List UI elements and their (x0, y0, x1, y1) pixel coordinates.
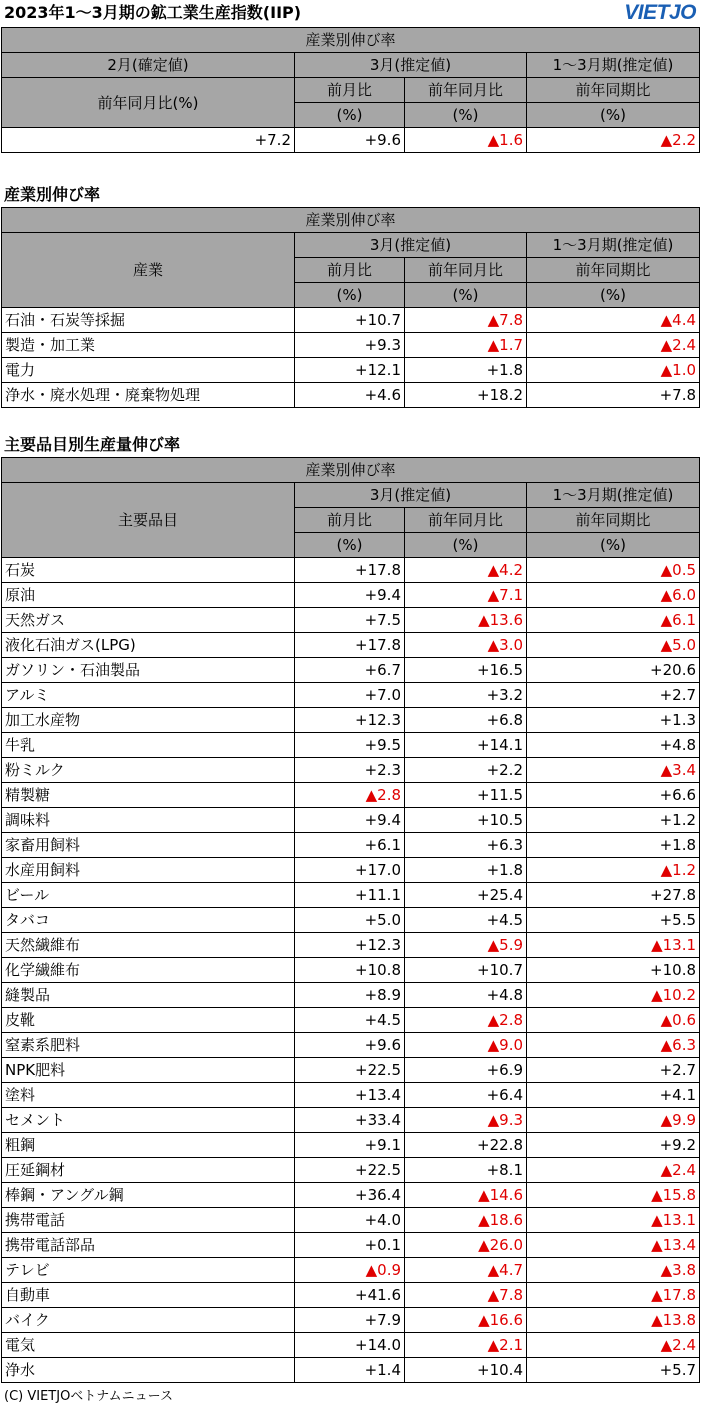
value-cell: +4.5 (295, 1008, 405, 1033)
header-pct: (%) (295, 533, 405, 558)
value-cell: ▲26.0 (405, 1233, 527, 1258)
value-cell: ▲0.6 (527, 1008, 700, 1033)
row-label: 自動車 (2, 1283, 295, 1308)
header-qyoy: 前年同期比 (527, 508, 700, 533)
value-cell: ▲2.8 (295, 783, 405, 808)
value-cell: ▲18.6 (405, 1208, 527, 1233)
row-label: 石油・石炭等採掘 (2, 308, 295, 333)
row-label: 携帯電話 (2, 1208, 295, 1233)
value-cell: +17.0 (295, 858, 405, 883)
value-cell: +17.8 (295, 633, 405, 658)
value-cell: +9.4 (295, 808, 405, 833)
value-cell: +1.8 (405, 358, 527, 383)
value-cell: +6.4 (405, 1083, 527, 1108)
value-cell: ▲13.6 (405, 608, 527, 633)
table-row (2, 1233, 700, 1258)
value-cell: +4.5 (405, 908, 527, 933)
table-row (2, 1033, 700, 1058)
value-cell: +2.3 (295, 758, 405, 783)
table-row (2, 833, 700, 858)
row-label: 棒鋼・アングル鋼 (2, 1183, 295, 1208)
table-row (2, 633, 700, 658)
industry-table (1, 207, 700, 408)
value-cell: ▲2.2 (527, 128, 700, 153)
table3-banner: 産業別伸び率 (2, 458, 700, 483)
copyright-footer: (C) VIETJOベトナムニュース (4, 1389, 174, 1404)
value-cell: ▲13.1 (527, 933, 700, 958)
value-cell: +10.5 (405, 808, 527, 833)
row-label: 天然繊維布 (2, 933, 295, 958)
header-mom: 前月比 (295, 78, 405, 103)
value-cell: +17.8 (295, 558, 405, 583)
value-cell: ▲3.0 (405, 633, 527, 658)
value-cell: +6.8 (405, 708, 527, 733)
value-cell: ▲0.5 (527, 558, 700, 583)
value-cell: ▲1.6 (405, 128, 527, 153)
value-cell: ▲13.4 (527, 1233, 700, 1258)
row-label: 電気 (2, 1333, 295, 1358)
value-cell: +7.9 (295, 1308, 405, 1333)
table-row (2, 1183, 700, 1208)
row-label: 圧延鋼材 (2, 1158, 295, 1183)
row-label: アルミ (2, 683, 295, 708)
value-cell: +13.4 (295, 1083, 405, 1108)
value-cell: ▲14.6 (405, 1183, 527, 1208)
header-mar: 3月(推定値) (295, 233, 527, 258)
row-label: 携帯電話部品 (2, 1233, 295, 1258)
value-cell: ▲7.8 (405, 308, 527, 333)
value-cell: ▲17.8 (527, 1283, 700, 1308)
section-title-items: 主要品目別生産量伸び率 (4, 435, 181, 454)
value-cell: +7.8 (527, 383, 700, 408)
value-cell: +6.6 (527, 783, 700, 808)
row-label: 浄水 (2, 1358, 295, 1383)
value-cell: ▲7.8 (405, 1283, 527, 1308)
value-cell: ▲4.4 (527, 308, 700, 333)
value-cell: +3.2 (405, 683, 527, 708)
row-label: テレビ (2, 1258, 295, 1283)
value-cell: +6.7 (295, 658, 405, 683)
row-label: 原油 (2, 583, 295, 608)
table-row (2, 783, 700, 808)
table-row (2, 1283, 700, 1308)
value-cell: +2.2 (405, 758, 527, 783)
value-cell: ▲3.8 (527, 1258, 700, 1283)
table-row (2, 1333, 700, 1358)
value-cell: +41.6 (295, 1283, 405, 1308)
value-cell: ▲2.4 (527, 333, 700, 358)
vietjo-logo: VIETJO (624, 1, 696, 24)
value-cell: ▲2.4 (527, 1333, 700, 1358)
row-label: 塗料 (2, 1083, 295, 1108)
value-cell: +9.6 (295, 128, 405, 153)
table-row (2, 308, 700, 333)
table-row (2, 708, 700, 733)
value-cell: +9.1 (295, 1133, 405, 1158)
value-cell: ▲2.8 (405, 1008, 527, 1033)
table-row (2, 683, 700, 708)
value-cell: +0.1 (295, 1233, 405, 1258)
header-item: 主要品目 (2, 483, 295, 558)
value-cell: ▲9.9 (527, 1108, 700, 1133)
value-cell: +18.2 (405, 383, 527, 408)
table-row (2, 608, 700, 633)
table-row (2, 1058, 700, 1083)
value-cell: ▲3.4 (527, 758, 700, 783)
row-label: タバコ (2, 908, 295, 933)
header-mom: 前月比 (295, 508, 405, 533)
header-pct: (%) (295, 103, 405, 128)
value-cell: +14.1 (405, 733, 527, 758)
header-mom: 前月比 (295, 258, 405, 283)
value-cell: ▲9.0 (405, 1033, 527, 1058)
value-cell: +25.4 (405, 883, 527, 908)
row-label: 液化石油ガス(LPG) (2, 633, 295, 658)
value-cell: ▲5.0 (527, 633, 700, 658)
header-pct: (%) (527, 533, 700, 558)
value-cell: +1.3 (527, 708, 700, 733)
value-cell: +1.8 (527, 833, 700, 858)
value-cell: ▲1.0 (527, 358, 700, 383)
header-mar: 3月(推定値) (295, 53, 527, 78)
row-label: 化学繊維布 (2, 958, 295, 983)
value-cell: +9.5 (295, 733, 405, 758)
value-cell: ▲10.2 (527, 983, 700, 1008)
table-row (2, 383, 700, 408)
header-feb-yoy: 前年同月比(%) (2, 78, 295, 128)
value-cell: +8.1 (405, 1158, 527, 1183)
value-cell: +1.4 (295, 1358, 405, 1383)
value-cell: +33.4 (295, 1108, 405, 1133)
table-row (2, 883, 700, 908)
row-label: 加工水産物 (2, 708, 295, 733)
value-cell: ▲9.3 (405, 1108, 527, 1133)
header-mar: 3月(推定値) (295, 483, 527, 508)
header-q1: 1〜3月期(推定値) (527, 53, 700, 78)
value-cell: +22.8 (405, 1133, 527, 1158)
value-cell: +1.8 (405, 858, 527, 883)
row-label: 調味料 (2, 808, 295, 833)
value-cell: +1.2 (527, 808, 700, 833)
value-cell: +12.1 (295, 358, 405, 383)
row-label: 皮靴 (2, 1008, 295, 1033)
header-pct: (%) (527, 103, 700, 128)
value-cell: +20.6 (527, 658, 700, 683)
table-row (2, 908, 700, 933)
table2-banner: 産業別伸び率 (2, 208, 700, 233)
value-cell: +9.6 (295, 1033, 405, 1058)
value-cell: +12.3 (295, 933, 405, 958)
row-label: 粉ミルク (2, 758, 295, 783)
value-cell: ▲2.4 (527, 1158, 700, 1183)
row-label: セメント (2, 1108, 295, 1133)
value-cell: ▲13.1 (527, 1208, 700, 1233)
row-label: 浄水・廃水処理・廃棄物処理 (2, 383, 295, 408)
value-cell: +7.0 (295, 683, 405, 708)
row-label: NPK肥料 (2, 1058, 295, 1083)
header-feb: 2月(確定値) (2, 53, 295, 78)
row-label: 牛乳 (2, 733, 295, 758)
header-qyoy: 前年同期比 (527, 258, 700, 283)
value-cell: +4.6 (295, 383, 405, 408)
table-row (2, 1308, 700, 1333)
table-row (2, 1083, 700, 1108)
value-cell: +22.5 (295, 1058, 405, 1083)
row-label: 縫製品 (2, 983, 295, 1008)
table-row (2, 333, 700, 358)
value-cell: +7.5 (295, 608, 405, 633)
value-cell: +9.2 (527, 1133, 700, 1158)
value-cell: +36.4 (295, 1183, 405, 1208)
table-row (2, 733, 700, 758)
value-cell: +14.0 (295, 1333, 405, 1358)
value-cell: ▲15.8 (527, 1183, 700, 1208)
value-cell: ▲6.0 (527, 583, 700, 608)
value-cell: ▲6.1 (527, 608, 700, 633)
table-row (2, 1358, 700, 1383)
value-cell: +10.7 (405, 958, 527, 983)
value-cell: +4.8 (405, 983, 527, 1008)
header-qyoy: 前年同期比 (527, 78, 700, 103)
value-cell: ▲0.9 (295, 1258, 405, 1283)
value-cell: ▲1.2 (527, 858, 700, 883)
value-cell: +6.3 (405, 833, 527, 858)
value-cell: +4.8 (527, 733, 700, 758)
value-cell: +10.7 (295, 308, 405, 333)
table-row (2, 1133, 700, 1158)
header-q1: 1〜3月期(推定値) (527, 233, 700, 258)
value-cell: +10.4 (405, 1358, 527, 1383)
row-label: 天然ガス (2, 608, 295, 633)
table-row (2, 1108, 700, 1133)
row-label: 精製糖 (2, 783, 295, 808)
row-label: ビール (2, 883, 295, 908)
table1-banner: 産業別伸び率 (2, 28, 700, 53)
table-row (2, 858, 700, 883)
table-row (2, 1158, 700, 1183)
items-table (1, 457, 700, 1383)
table-row (2, 958, 700, 983)
row-label: 粗鋼 (2, 1133, 295, 1158)
header-pct: (%) (405, 283, 527, 308)
value-cell: ▲4.2 (405, 558, 527, 583)
header-pct: (%) (527, 283, 700, 308)
summary-table (1, 27, 700, 153)
header-yoy: 前年同月比 (405, 508, 527, 533)
row-label: バイク (2, 1308, 295, 1333)
value-cell: ▲1.7 (405, 333, 527, 358)
value-cell: ▲6.3 (527, 1033, 700, 1058)
table-row (2, 1008, 700, 1033)
table-row (2, 933, 700, 958)
value-cell: ▲4.7 (405, 1258, 527, 1283)
value-cell: +22.5 (295, 1158, 405, 1183)
table-row (2, 128, 700, 153)
header-item: 産業 (2, 233, 295, 308)
table-row (2, 558, 700, 583)
value-cell: +7.2 (2, 128, 295, 153)
value-cell: ▲16.6 (405, 1308, 527, 1333)
value-cell: +5.7 (527, 1358, 700, 1383)
table-row (2, 358, 700, 383)
row-label: 製造・加工業 (2, 333, 295, 358)
value-cell: +5.0 (295, 908, 405, 933)
value-cell: +10.8 (527, 958, 700, 983)
value-cell: +27.8 (527, 883, 700, 908)
section-title-industry: 産業別伸び率 (4, 185, 101, 204)
table-row (2, 1258, 700, 1283)
value-cell: +10.8 (295, 958, 405, 983)
header-q1: 1〜3月期(推定値) (527, 483, 700, 508)
row-label: 窒素系肥料 (2, 1033, 295, 1058)
table-row (2, 658, 700, 683)
row-label: 電力 (2, 358, 295, 383)
table-row (2, 808, 700, 833)
table-row (2, 1208, 700, 1233)
header-yoy: 前年同月比 (405, 78, 527, 103)
value-cell: ▲5.9 (405, 933, 527, 958)
value-cell: ▲2.1 (405, 1333, 527, 1358)
row-label: 家畜用飼料 (2, 833, 295, 858)
value-cell: +11.5 (405, 783, 527, 808)
table-row (2, 983, 700, 1008)
value-cell: +4.0 (295, 1208, 405, 1233)
value-cell: +16.5 (405, 658, 527, 683)
row-label: 水産用飼料 (2, 858, 295, 883)
value-cell: +2.7 (527, 1058, 700, 1083)
row-label: ガソリン・石油製品 (2, 658, 295, 683)
value-cell: +6.9 (405, 1058, 527, 1083)
table-row (2, 758, 700, 783)
value-cell: +8.9 (295, 983, 405, 1008)
table-row (2, 583, 700, 608)
header-pct: (%) (405, 103, 527, 128)
value-cell: +9.4 (295, 583, 405, 608)
value-cell: +2.7 (527, 683, 700, 708)
page-title: 2023年1〜3月期の鉱工業生産指数(IIP) (4, 3, 302, 22)
value-cell: +12.3 (295, 708, 405, 733)
header-pct: (%) (295, 283, 405, 308)
value-cell: +9.3 (295, 333, 405, 358)
value-cell: +6.1 (295, 833, 405, 858)
value-cell: +11.1 (295, 883, 405, 908)
value-cell: ▲7.1 (405, 583, 527, 608)
header-yoy: 前年同月比 (405, 258, 527, 283)
value-cell: +4.1 (527, 1083, 700, 1108)
header-pct: (%) (405, 533, 527, 558)
value-cell: ▲13.8 (527, 1308, 700, 1333)
value-cell: +5.5 (527, 908, 700, 933)
row-label: 石炭 (2, 558, 295, 583)
